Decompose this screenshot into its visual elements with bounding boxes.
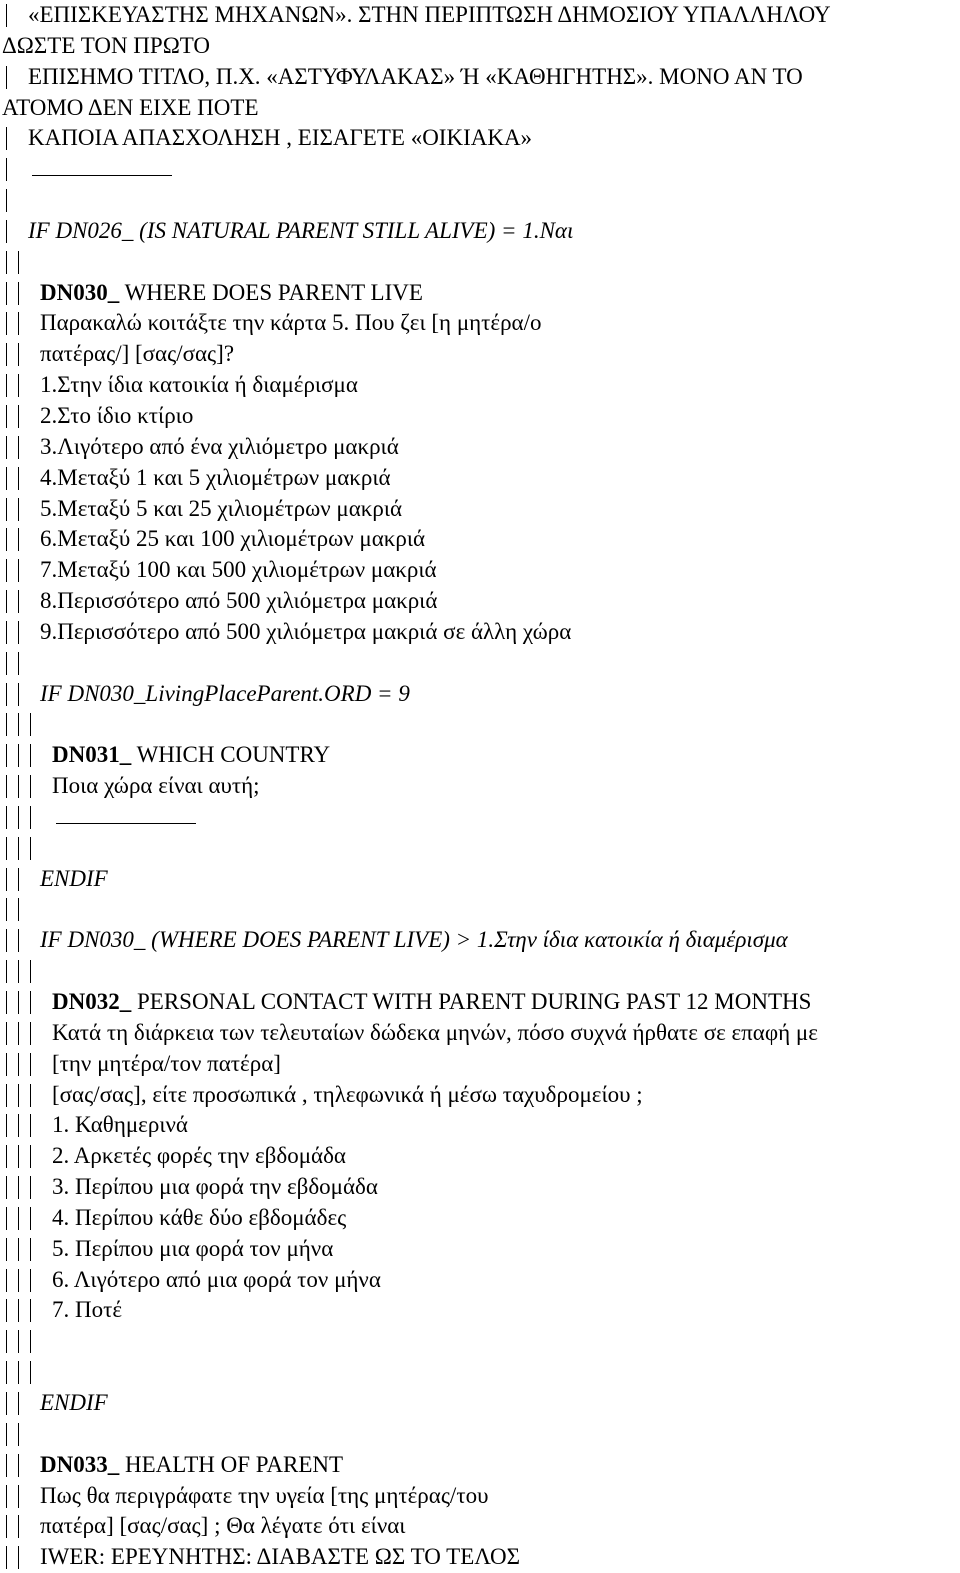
indent-bar — [18, 498, 19, 521]
indent-bar — [6, 220, 7, 243]
line-text: «ΕΠΙΣΚΕΥΑΣΤΗΣ ΜΗΧΑΝΩΝ». ΣΤΗΝ ΠΕΡΙΠΤΩΣΗ ΔΗΜΟΣΙΟΥ ΥΠΑΛΛΗΛΟΥ — [28, 2, 831, 27]
indent-bar — [18, 559, 19, 582]
line-text: 8.Περισσότερο από 500 χιλιόμετρα μακριά — [40, 588, 438, 614]
document-line — [0, 31, 960, 62]
indent-bar — [6, 66, 7, 89]
indent-bar — [6, 312, 7, 335]
document-line — [0, 1481, 960, 1512]
indent-bar — [6, 806, 7, 829]
indent-bar — [30, 991, 31, 1014]
indent-bar — [18, 590, 19, 613]
line-text: 7. Ποτέ — [52, 1297, 123, 1323]
indent-bar — [6, 158, 7, 181]
indent-bar — [6, 559, 7, 582]
document-line — [0, 1542, 960, 1573]
indent-bar — [18, 1485, 19, 1508]
indent-bar — [18, 652, 19, 675]
indent-bar — [6, 1238, 7, 1261]
indent-bar — [6, 621, 7, 644]
document-line — [0, 864, 960, 895]
indent-bar — [30, 1361, 31, 1384]
indent-bar — [18, 868, 19, 891]
indent-bar — [30, 744, 31, 767]
indent-bar — [18, 1176, 19, 1199]
document-line — [0, 956, 960, 987]
line-text: ΕΠΙΣΗΜΟ ΤΙΤΛΟ, Π.Χ. «ΑΣΤΥΦΥΛΑΚΑΣ» Ή «ΚΑΘΗΓΗΤΗΣ». ΜΟΝΟ ΑΝ ΤΟ — [28, 63, 803, 89]
indent-bar — [6, 1207, 7, 1230]
question-title: WHERE DOES PARENT LIVE — [119, 279, 423, 305]
indent-bar — [18, 405, 19, 428]
routing-condition: ENDIF — [40, 1389, 108, 1415]
question-heading — [40, 278, 423, 309]
indent-bar — [30, 775, 31, 798]
indent-bar — [18, 1330, 19, 1353]
indent-bar — [30, 1145, 31, 1168]
document-line — [0, 987, 960, 1018]
indent-bar — [18, 713, 19, 736]
document-line — [0, 740, 960, 771]
line-text: 7.Μεταξύ 100 και 500 χιλιομέτρων μακριά — [40, 557, 437, 583]
document-line — [0, 555, 960, 586]
indent-bar — [6, 652, 7, 675]
document-line — [0, 1295, 960, 1326]
indent-bar — [30, 960, 31, 983]
indent-bar — [18, 837, 19, 860]
routing-condition: ENDIF — [40, 865, 108, 891]
line-text: IWER: ΕΡΕΥΝΗΤΗΣ: ΔΙΑΒΑΣΤΕ ΩΣ ΤΟ ΤΕΛΟΣ — [40, 1544, 521, 1570]
line-text: [την μητέρα/τον πατέρα] — [52, 1050, 281, 1076]
document-line — [0, 154, 960, 185]
indent-bar — [18, 374, 19, 397]
line-text: Πως θα περιγράφατε την υγεία [της μητέρας/του — [40, 1482, 489, 1508]
document-line — [0, 123, 960, 154]
indent-bar — [6, 868, 7, 891]
indent-bar — [18, 1145, 19, 1168]
line-text: 6.Μεταξύ 25 και 100 χιλιομέτρων μακριά — [40, 526, 426, 552]
document-line — [0, 833, 960, 864]
indent-bar — [6, 1084, 7, 1107]
indent-bar — [6, 436, 7, 459]
line-text: ΑΤΟΜΟ ΔΕΝ ΕΙΧΕ ΠΟΤΕ — [2, 94, 259, 120]
indent-bar — [30, 1176, 31, 1199]
indent-bar — [30, 713, 31, 736]
document-line — [0, 432, 960, 463]
indent-bar — [6, 683, 7, 706]
indent-bar — [6, 1145, 7, 1168]
line-text: 3. Περίπου μια φορά την εβδομάδα — [52, 1174, 378, 1200]
indent-bar — [30, 1084, 31, 1107]
indent-bar — [6, 837, 7, 860]
line-text: πατέρα] [σας/σας] ; Θα λέγατε ότι είναι — [40, 1513, 406, 1539]
document-line — [0, 308, 960, 339]
indent-bar — [6, 898, 7, 921]
indent-bar — [18, 1515, 19, 1538]
indent-bar — [18, 251, 19, 274]
line-text: Παρακαλώ κοιτάξτε την κάρτα 5. Που ζει [η μητέρα/ο — [40, 310, 542, 336]
line-text: 2.Στο ίδιο κτίριο — [40, 402, 194, 428]
document-line — [0, 93, 960, 124]
document-line — [0, 1203, 960, 1234]
indent-bar — [6, 189, 7, 212]
indent-bar — [18, 1022, 19, 1045]
indent-bar — [6, 1485, 7, 1508]
document-line — [0, 524, 960, 555]
indent-bar — [6, 127, 7, 150]
routing-condition: IF DN026_ (IS NATURAL PARENT STILL ALIVE) = 1.Ναι — [28, 217, 574, 243]
document-line — [0, 1326, 960, 1357]
indent-bar — [18, 1053, 19, 1076]
indent-bar — [18, 1207, 19, 1230]
document-line — [0, 339, 960, 370]
document-line — [0, 185, 960, 216]
indent-bar — [18, 775, 19, 798]
indent-bar — [18, 1392, 19, 1415]
document-line — [0, 925, 960, 956]
indent-bar — [6, 744, 7, 767]
document-line — [0, 709, 960, 740]
routing-condition: IF DN030_LivingPlaceParent.ORD = 9 — [40, 680, 410, 706]
indent-bar — [30, 1053, 31, 1076]
indent-bar — [18, 282, 19, 305]
indent-bar — [6, 991, 7, 1014]
document-line — [0, 1234, 960, 1265]
indent-bar — [18, 343, 19, 366]
line-text: Ποια χώρα είναι αυτή; — [52, 773, 260, 799]
document-line — [0, 216, 960, 247]
indent-bar — [6, 713, 7, 736]
document-line — [0, 894, 960, 925]
indent-bar — [6, 1269, 7, 1292]
document-line — [0, 370, 960, 401]
indent-bar — [18, 1114, 19, 1137]
question-code: DN033_ — [40, 1451, 120, 1477]
indent-bar — [18, 621, 19, 644]
question-code: DN031_ — [52, 742, 132, 768]
indent-bar — [6, 343, 7, 366]
indent-bar — [18, 1546, 19, 1569]
indent-bar — [6, 4, 7, 27]
document-line — [0, 1388, 960, 1419]
indent-bar — [6, 1546, 7, 1569]
indent-bar — [18, 1454, 19, 1477]
document-line — [0, 278, 960, 309]
indent-bar — [18, 898, 19, 921]
indent-bar — [6, 1114, 7, 1137]
indent-bar — [18, 1084, 19, 1107]
document-line — [0, 1265, 960, 1296]
line-text: 4.Μεταξύ 1 και 5 χιλιομέτρων μακριά — [40, 464, 391, 490]
line-text: [σας/σας], είτε προσωπικά , τηλεφωνικά ή μέσω ταχυδρομείου ; — [52, 1081, 643, 1107]
indent-bar — [18, 683, 19, 706]
line-text: 5.Μεταξύ 5 και 25 χιλιομέτρων μακριά — [40, 495, 403, 521]
document-line — [0, 494, 960, 525]
indent-bar — [18, 312, 19, 335]
indent-bar — [18, 960, 19, 983]
indent-bar — [18, 1269, 19, 1292]
indent-bar — [6, 1330, 7, 1353]
question-title: WHICH COUNTRY — [131, 742, 331, 768]
document-line — [0, 617, 960, 648]
indent-bar — [6, 467, 7, 490]
indent-bar — [18, 528, 19, 551]
indent-bar — [18, 744, 19, 767]
line-text: ΚΑΠΟΙΑ ΑΠΑΣΧΟΛΗΣΗ , ΕΙΣΑΓΕΤΕ «ΟΙΚΙΑΚΑ» — [28, 125, 533, 151]
indent-bar — [30, 1330, 31, 1353]
indent-bar — [18, 1423, 19, 1446]
indent-bar — [6, 1423, 7, 1446]
indent-bar — [30, 1299, 31, 1322]
line-text: πατέρας/] [σας/σας]? — [40, 341, 235, 367]
indent-bar — [30, 806, 31, 829]
question-code: DN032_ — [52, 989, 132, 1014]
line-text: ΔΩΣΤΕ ΤΟΝ ΠΡΩΤΟ — [2, 32, 211, 58]
indent-bar — [6, 498, 7, 521]
document-line — [0, 401, 960, 432]
indent-bar — [18, 929, 19, 952]
question-heading — [52, 740, 330, 771]
indent-bar — [6, 1053, 7, 1076]
indent-bar — [6, 1361, 7, 1384]
indent-bar — [30, 1114, 31, 1137]
routing-condition: IF DN030_ (WHERE DOES PARENT LIVE) > 1.Στην ίδια κατοικία ή διαμέρισμα — [40, 927, 788, 953]
line-text: 1.Στην ίδια κατοικία ή διαμέρισμα — [40, 372, 358, 398]
indent-bar — [18, 436, 19, 459]
document-line — [0, 1172, 960, 1203]
document-line — [0, 62, 960, 93]
document-line — [0, 586, 960, 617]
indent-bar — [18, 1238, 19, 1261]
document-line — [0, 463, 960, 494]
indent-bar — [6, 528, 7, 551]
indent-bar — [6, 775, 7, 798]
question-title: PERSONAL CONTACT WITH PARENT DURING PAST 12 MONTHS — [131, 989, 812, 1014]
document-line — [0, 247, 960, 278]
indent-bar — [6, 1299, 7, 1322]
answer-blank-line — [32, 175, 172, 176]
indent-bar — [18, 991, 19, 1014]
indent-bar — [6, 1392, 7, 1415]
document-line — [0, 1080, 960, 1111]
indent-bar — [30, 837, 31, 860]
document-line — [0, 1419, 960, 1450]
indent-bar — [18, 1299, 19, 1322]
indent-bar — [30, 1269, 31, 1292]
indent-bar — [6, 374, 7, 397]
line-text: 9.Περισσότερο από 500 χιλιόμετρα μακριά σε άλλη χώρα — [40, 618, 572, 644]
question-code: DN030_ — [40, 279, 120, 305]
indent-bar — [6, 405, 7, 428]
indent-bar — [6, 929, 7, 952]
indent-bar — [18, 467, 19, 490]
document-line — [0, 802, 960, 833]
question-title: HEALTH OF PARENT — [119, 1451, 344, 1477]
indent-bar — [6, 960, 7, 983]
line-text: 6. Λιγότερο από μια φορά τον μήνα — [52, 1266, 381, 1292]
line-text: 4. Περίπου κάθε δύο εβδομάδες — [52, 1204, 347, 1230]
document-line — [0, 1110, 960, 1141]
line-text: 5. Περίπου μια φορά τον μήνα — [52, 1235, 334, 1261]
document-line — [0, 1141, 960, 1172]
indent-bar — [6, 1022, 7, 1045]
document-line — [0, 771, 960, 802]
indent-bar — [18, 1361, 19, 1384]
document-line — [0, 648, 960, 679]
indent-bar — [6, 1515, 7, 1538]
document-line — [0, 1450, 960, 1481]
indent-bar — [30, 1022, 31, 1045]
line-text: Κατά τη διάρκεια των τελευταίων δώδεκα μηνών, πόσο συχνά ήρθατε σε επαφή με — [52, 1019, 818, 1045]
indent-bar — [18, 806, 19, 829]
document-line — [0, 0, 960, 31]
question-heading — [40, 1450, 343, 1481]
answer-blank-line — [56, 823, 196, 824]
question-heading — [52, 987, 811, 1018]
indent-bar — [6, 1176, 7, 1199]
line-text: 1. Καθημερινά — [52, 1112, 188, 1138]
line-text: 3.Λιγότερο από ένα χιλιόμετρο μακριά — [40, 433, 399, 459]
document-line — [0, 1018, 960, 1049]
document-line — [0, 679, 960, 710]
document-line — [0, 1049, 960, 1080]
indent-bar — [6, 251, 7, 274]
document-line — [0, 1511, 960, 1542]
line-text: 2. Αρκετές φορές την εβδομάδα — [52, 1143, 346, 1169]
indent-bar — [30, 1238, 31, 1261]
indent-bar — [6, 590, 7, 613]
indent-bar — [30, 1207, 31, 1230]
indent-bar — [6, 1454, 7, 1477]
document-line — [0, 1357, 960, 1388]
indent-bar — [6, 282, 7, 305]
